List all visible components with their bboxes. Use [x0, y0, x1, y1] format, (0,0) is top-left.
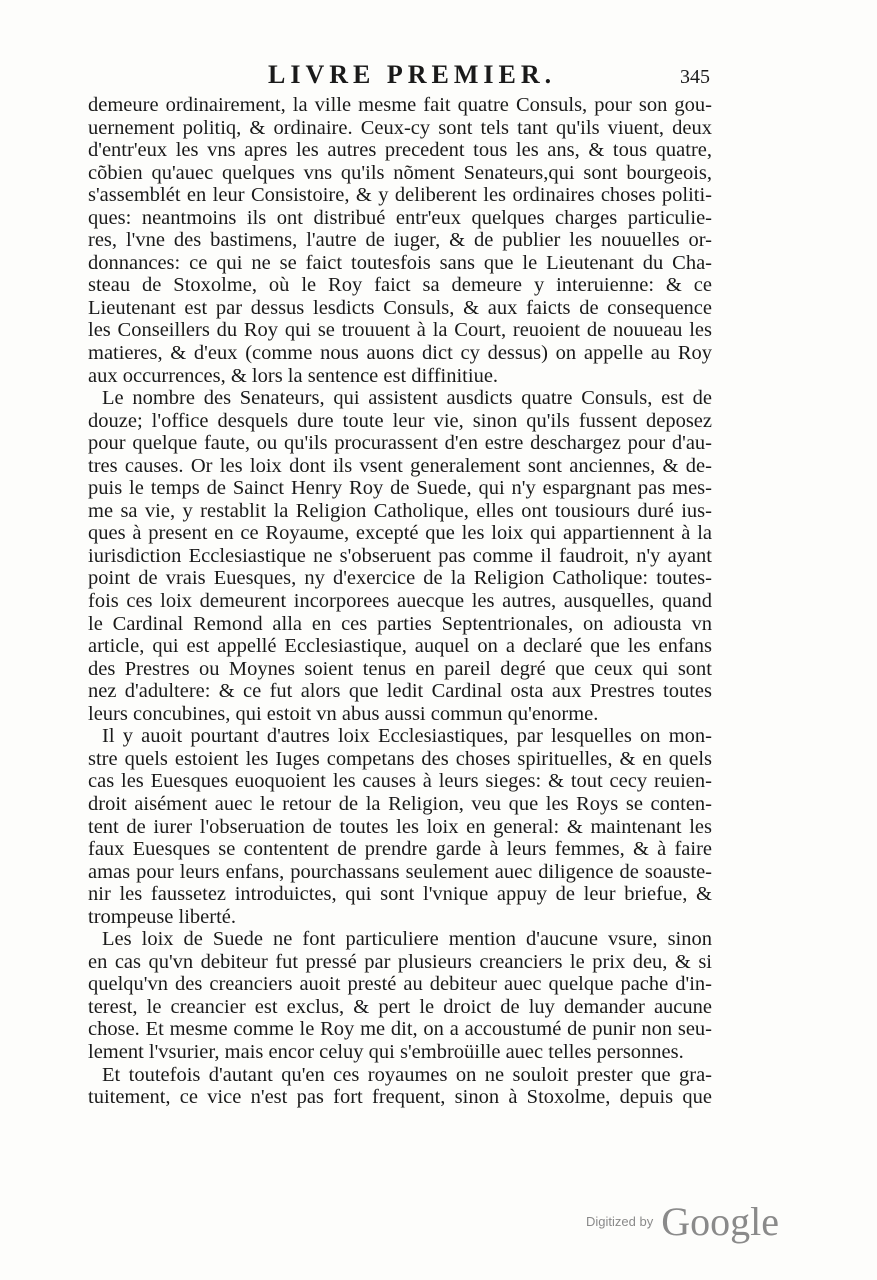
text-line: Lieutenant est par dessus lesdicts Consuls, & aux faicts de consequence — [88, 296, 712, 319]
text-line: uernement politiq, & ordinaire. Ceux-cy sont tels tant qu'ils viuent, deux — [88, 116, 712, 139]
running-head: LIVRE PREMIER. — [268, 60, 557, 89]
text-line: ques à present en ce Royaume, excepté que les loix qui appartiennent à la — [88, 522, 712, 545]
text-line: fois ces loix demeurent incorporees auecque les autres, ausquelles, quand — [88, 590, 712, 613]
text-line: faux Euesques se contentent de prendre garde à leurs femmes, & à faire — [88, 838, 712, 861]
text-line: Et toutefois d'autant qu'en ces royaumes on ne souloit prester que gra- — [102, 1063, 712, 1086]
text-line: stre quels estoient les Iuges competans des choses spirituelles, & en quels — [88, 747, 712, 770]
text-line: article, qui est appellé Ecclesiastique, auquel on a declaré que les enfans — [88, 635, 712, 658]
text-line: trompeuse liberté. — [88, 905, 237, 928]
text-line: nez d'adultere: & ce fut alors que ledit Cardinal osta aux Prestres toutes — [88, 680, 712, 703]
text-line: quelqu'vn des creanciers auoit presté au debiteur auec quelque pache d'in- — [88, 973, 712, 996]
text-line: chose. Et mesme comme le Roy me dit, on a accoustumé de punir non seu- — [88, 1018, 712, 1041]
text-line: amas pour leurs enfans, pourchassans seulement auec diligence de soauste- — [88, 860, 712, 883]
text-line: steau de Stoxolme, où le Roy faict sa demeure y interuienne: & ce — [88, 274, 712, 297]
text-line: puis le temps de Sainct Henry Roy de Suede, qui n'y espargnant pas mes- — [88, 477, 712, 500]
google-logo: Google — [661, 1199, 779, 1244]
watermark-caption: Digitized by — [586, 1214, 654, 1229]
text-line: des Prestres ou Moynes soient tenus en pareil degré que ceux qui sont — [88, 657, 712, 680]
digitized-watermark — [586, 1198, 779, 1245]
text-line: douze; l'office desquels dure toute leur vie, sinon qu'ils fussent deposez — [88, 409, 712, 432]
text-line: aux occurrences, & lors la sentence est diffinitiue. — [88, 364, 499, 387]
text-line: matieres, & d'eux (comme nous auons dict cy dessus) on appelle au Roy — [88, 342, 712, 365]
text-line: Les loix de Suede ne font particuliere mention d'aucune vsure, sinon — [102, 928, 712, 951]
text-line: le Cardinal Remond alla en ces parties Septentrionales, on adiousta vn — [88, 612, 712, 635]
text-line: cõbien qu'auec quelques vns qu'ils nõment Senateurs,qui sont bourgeois, — [88, 161, 712, 184]
text-line: demeure ordinairement, la ville mesme fait quatre Consuls, pour son gou- — [88, 94, 712, 116]
text-line: ques: neantmoins ils ont distribué entr'eux quelques charges particulie- — [88, 206, 712, 229]
text-line: donnances: ce qui ne se faict toutesfois sans que le Lieutenant du Cha- — [88, 251, 712, 274]
text-line: lement l'vsurier, mais encor celuy qui s'embroüille auec telles personnes. — [88, 1040, 684, 1063]
text-line: Il y auoit pourtant d'autres loix Ecclesiastiques, par lesquelles on mon- — [102, 725, 712, 748]
text-line: s'assemblét en leur Consistoire, & y deliberent les ordinaires choses politi- — [88, 184, 712, 207]
body-text — [88, 94, 712, 1109]
text-line: tent de iurer l'obseruation de toutes les loix en general: & maintenant les — [88, 815, 712, 838]
text-line: tres causes. Or les loix dont ils vsent generalement sont anciennes, & de- — [88, 454, 712, 477]
text-line: droit aisément auec le retour de la Religion, veu que les Roys se conten- — [88, 792, 712, 815]
text-line: cas les Euesques euoquoient les causes à leurs sieges: & tout cecy reuien- — [88, 770, 712, 793]
text-line: terest, le creancier est exclus, & pert le droict de luy demander aucune — [88, 995, 712, 1018]
text-line: Le nombre des Senateurs, qui assistent ausdicts quatre Consuls, est de — [102, 387, 712, 410]
text-line: leurs concubines, qui estoit vn abus aussi commun qu'enorme. — [88, 702, 599, 725]
text-line: les Conseillers du Roy qui se trouuent à la Court, reuoient de nouueau les — [88, 319, 712, 342]
text-line: pour quelque faute, ou qu'ils procurassent d'en estre deschargez pour d'au- — [88, 432, 712, 455]
text-line: res, l'vne des bastimens, l'autre de iuger, & de publier les nouuelles or- — [88, 229, 712, 252]
text-line: d'entr'eux les vns apres les autres precedent tous les ans, & tous quatre, — [88, 139, 712, 162]
text-line: point de vrais Euesques, ny d'exercice de la Religion Catholique: toutes- — [88, 567, 712, 590]
page-number: 345 — [680, 66, 710, 88]
text-line: nir les faussetez introduictes, qui sont l'vnique appuy de leur briefue, & — [88, 883, 712, 906]
text-line: me sa vie, y restablit la Religion Catholique, elles ont tousiours duré ius- — [88, 499, 712, 522]
page-header — [88, 58, 708, 92]
text-line: iurisdiction Ecclesiastique ne s'obseruent pas comme il faudroit, n'y ayant — [88, 544, 712, 567]
text-line: tuitement, ce vice n'est pas fort frequent, sinon à Stoxolme, depuis que — [88, 1086, 712, 1109]
text-line: en cas qu'vn debiteur fut pressé par plusieurs creanciers le prix deu, & si — [88, 950, 712, 973]
